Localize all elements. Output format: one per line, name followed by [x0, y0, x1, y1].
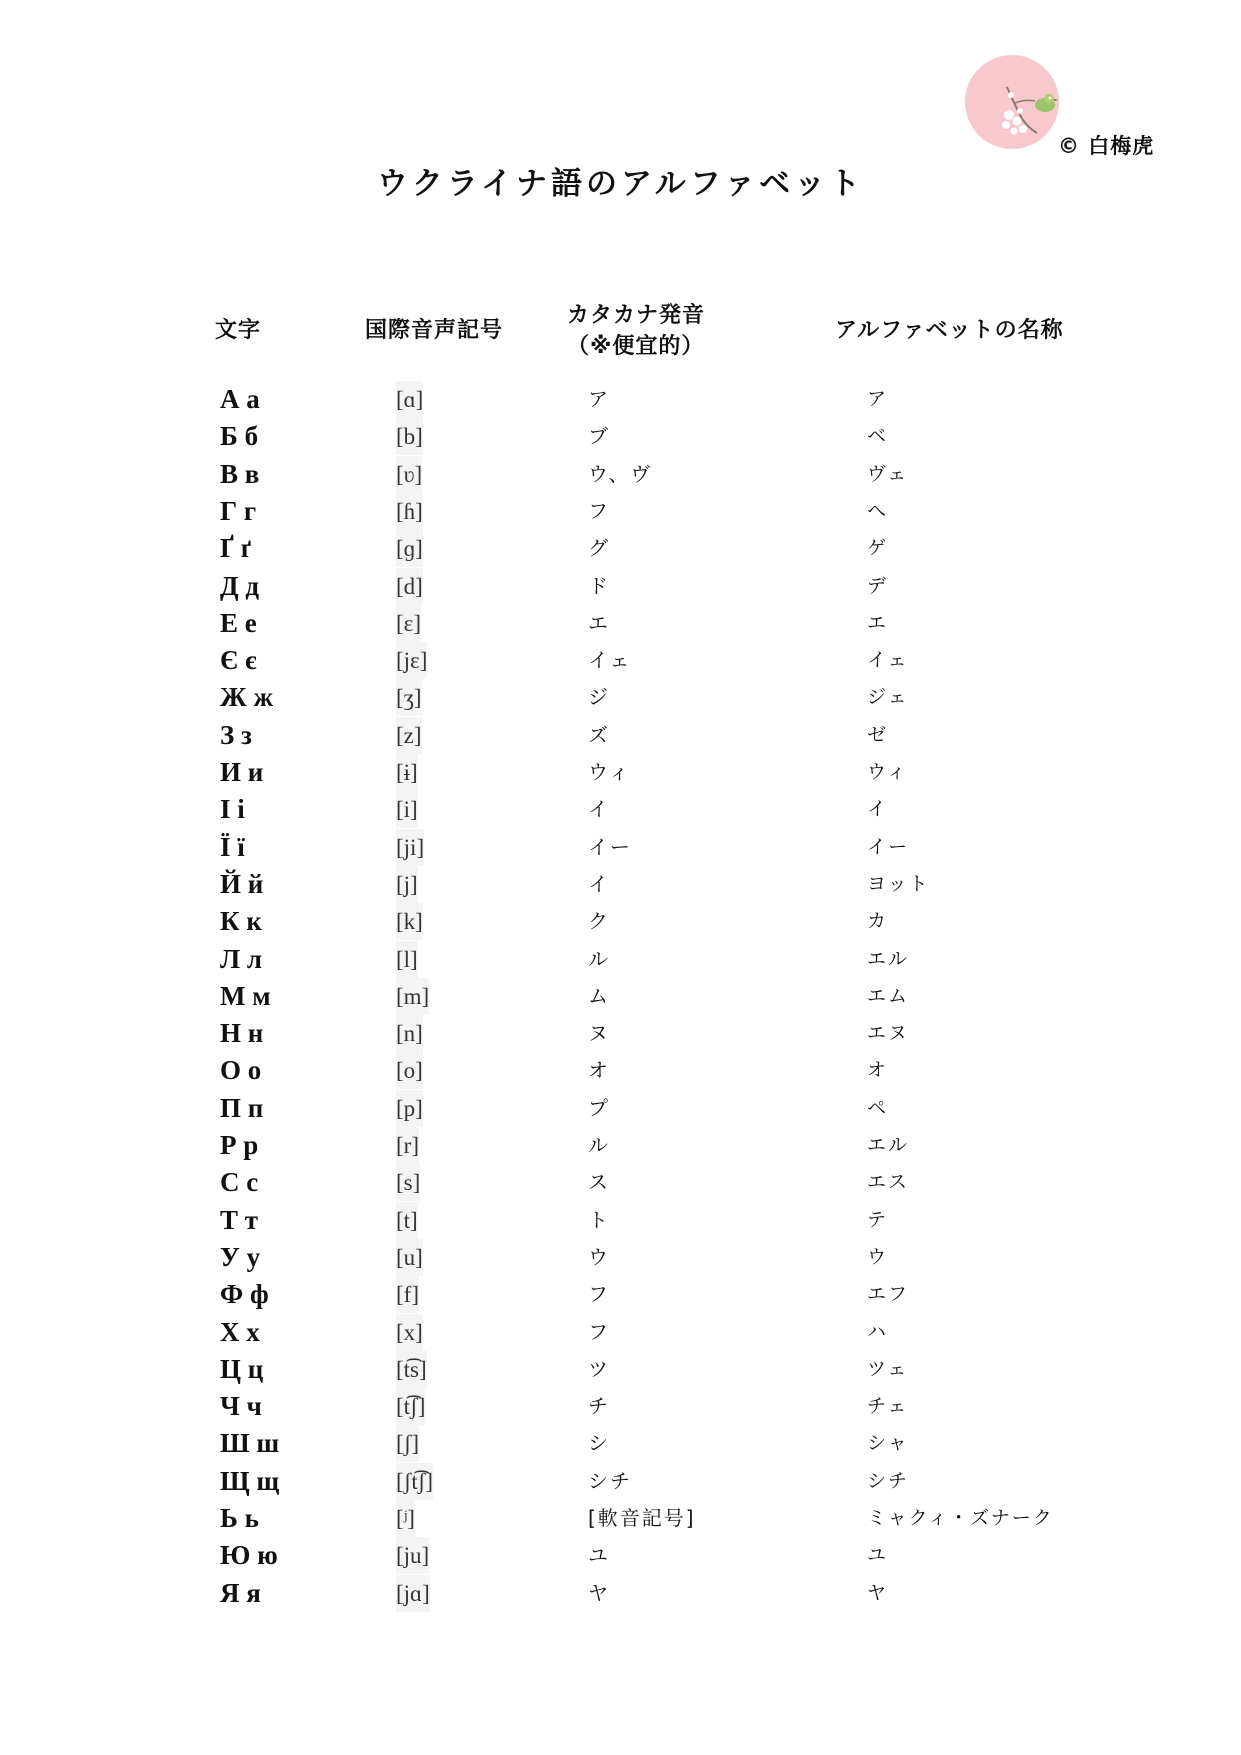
row-letter: Д д [220, 570, 259, 601]
row-letter: О о [220, 1055, 262, 1086]
table-row [0, 829, 1241, 866]
row-letter-name: ア [867, 388, 889, 410]
table-row [0, 1351, 1241, 1388]
row-katakana: ス [588, 1170, 610, 1195]
table-row [0, 381, 1241, 418]
row-katakana: ク [588, 909, 610, 934]
row-katakana: ウ [588, 1244, 610, 1269]
table-row [0, 791, 1241, 828]
row-letter-name: ミャクィ・ズナーク [867, 1507, 1054, 1529]
row-katakana: [軟音記号] [588, 1506, 696, 1530]
row-ipa: [o] [396, 1052, 423, 1089]
row-ipa: [s] [396, 1164, 420, 1201]
row-letter: Е е [220, 607, 257, 638]
row-letter-name: ベ [867, 425, 889, 448]
row-katakana: ユ [588, 1543, 610, 1568]
row-ipa: [n] [396, 1015, 423, 1052]
table-row [0, 642, 1241, 679]
row-letter: Й й [220, 868, 264, 899]
table-row [0, 1015, 1241, 1052]
row-ipa: [ju] [396, 1537, 429, 1574]
row-letter-name: ハ [867, 1320, 889, 1343]
row-letter: З з [220, 719, 252, 750]
row-katakana: ウ、ヴ [588, 461, 653, 486]
row-letter: Є є [220, 645, 257, 676]
row-letter-name: エム [867, 984, 910, 1007]
table-row [0, 978, 1241, 1015]
row-letter: Б б [220, 421, 259, 452]
header-letter-name: アルファベットの名称 [835, 318, 1064, 343]
row-ipa: [jɛ] [396, 642, 427, 679]
table-row [0, 1090, 1241, 1127]
row-ipa: [ɑ] [396, 381, 423, 418]
table-row [0, 530, 1241, 567]
row-letter-name: ペ [867, 1096, 889, 1119]
row-katakana: ア [588, 387, 610, 411]
row-letter-name: ヴェ [867, 462, 909, 485]
row-letter-name: エス [867, 1171, 910, 1194]
row-katakana: フ [588, 1282, 610, 1307]
row-ipa: [ʒ] [396, 679, 422, 716]
row-letter-name: オ [867, 1059, 889, 1082]
table-row [0, 1425, 1241, 1462]
row-letter: Ь ь [220, 1503, 259, 1533]
table-row [0, 1314, 1241, 1351]
row-letter: В в [220, 458, 260, 489]
row-ipa: [d] [396, 568, 423, 605]
row-katakana: イ [588, 871, 610, 896]
row-letter-name: ヨット [867, 872, 930, 895]
row-letter-name: イ [867, 798, 889, 821]
row-letter-name: シャ [867, 1432, 909, 1455]
row-ipa: [r] [396, 1127, 419, 1164]
row-ipa: [ɡ] [396, 530, 423, 567]
row-ipa: [ʃ] [396, 1425, 419, 1462]
row-letter: Ґ ґ [220, 533, 252, 564]
row-katakana: エ [588, 610, 610, 635]
row-letter-name: ツェ [867, 1357, 909, 1380]
row-katakana: ツ [588, 1356, 610, 1381]
row-ipa: [j] [396, 866, 418, 903]
page-title: ウクライナ語のアルファベット [376, 166, 865, 202]
row-letter: К к [220, 906, 262, 937]
row-ipa: [k] [396, 903, 423, 940]
row-katakana: イ [588, 797, 610, 822]
row-katakana: イェ [588, 648, 632, 673]
table-row [0, 1500, 1241, 1537]
row-katakana: ズ [588, 722, 610, 747]
row-letter: А а [220, 384, 260, 414]
table-row [0, 1164, 1241, 1201]
table-row [0, 568, 1241, 605]
row-letter: Ш ш [220, 1428, 280, 1459]
row-ipa: [ɨ] [396, 754, 418, 791]
table-row [0, 1388, 1241, 1425]
row-katakana: チ [588, 1394, 610, 1419]
row-letter: Ф ф [220, 1279, 269, 1310]
table-row [0, 1276, 1241, 1313]
table-row [0, 456, 1241, 493]
row-katakana: イー [588, 834, 632, 859]
header-katakana-line1: カタカナ発音 [567, 303, 706, 328]
row-katakana: ル [588, 1133, 610, 1157]
row-letter: Г г [220, 495, 257, 526]
table-row [0, 418, 1241, 455]
row-ipa: [x] [396, 1314, 423, 1351]
row-ipa: [l] [396, 941, 418, 978]
table-row [0, 903, 1241, 940]
row-letter-name: エ [867, 611, 889, 634]
row-katakana: ム [588, 983, 610, 1008]
row-letter: Ч ч [220, 1391, 262, 1422]
row-letter: Н н [220, 1018, 264, 1049]
row-letter: Ц ц [220, 1353, 264, 1384]
row-ipa: [p] [396, 1090, 423, 1127]
row-letter-name: デ [867, 574, 889, 597]
row-ipa: [i] [396, 791, 418, 828]
row-letter-name: イェ [867, 649, 909, 672]
row-ipa: [ʃt͡ʃ] [396, 1463, 433, 1500]
row-letter-name: ゼ [867, 723, 889, 746]
row-letter: Т т [220, 1204, 259, 1235]
row-ipa: [f] [396, 1276, 419, 1313]
row-ipa: [ʲ] [396, 1500, 415, 1537]
row-letter: И и [220, 757, 264, 787]
row-letter-name: ユ [867, 1544, 889, 1567]
row-katakana: ヤ [588, 1580, 610, 1605]
header-letter: 文字 [215, 318, 262, 343]
row-letter-name: エル [867, 1134, 910, 1156]
header-katakana-line2: （※便宜的） [567, 334, 705, 359]
table-row [0, 1575, 1241, 1612]
table-row [0, 754, 1241, 791]
table-row [0, 1463, 1241, 1500]
table-row [0, 866, 1241, 903]
row-ipa: [ji] [396, 829, 424, 866]
header-ipa: 国際音声記号 [365, 318, 504, 343]
header-katakana [567, 300, 705, 362]
row-letter: Ю ю [220, 1540, 278, 1571]
row-katakana: ブ [588, 424, 610, 449]
table-row [0, 717, 1241, 754]
row-letter-name: エル [867, 947, 910, 970]
row-ipa: [ɦ] [396, 493, 423, 530]
row-katakana: ヌ [588, 1021, 610, 1046]
row-katakana: ト [588, 1207, 610, 1232]
table-row [0, 1537, 1241, 1574]
row-letter: П п [220, 1092, 264, 1123]
row-katakana: シチ [588, 1468, 632, 1493]
row-letter-name: シチ [867, 1469, 910, 1492]
row-katakana: フ [588, 1319, 610, 1344]
row-letter: Х х [220, 1316, 260, 1347]
row-ipa: [z] [396, 717, 422, 754]
row-letter: С с [220, 1167, 259, 1198]
row-letter: Щ щ [220, 1465, 280, 1496]
row-katakana: ウィ [588, 760, 631, 784]
row-katakana: フ [588, 498, 610, 523]
table-row [0, 1052, 1241, 1089]
row-letter-name: へ [867, 499, 889, 522]
row-letter-name: イー [867, 835, 910, 858]
row-ipa: [b] [396, 418, 423, 455]
row-katakana: グ [588, 536, 610, 561]
table-row [0, 1202, 1241, 1239]
table-row [0, 679, 1241, 716]
row-letter-name: カ [867, 910, 889, 933]
table-row [0, 605, 1241, 642]
row-katakana: プ [588, 1095, 610, 1120]
row-letter-name: ウ [867, 1245, 889, 1268]
row-letter: Р р [220, 1130, 259, 1160]
row-ipa: [ɛ] [396, 605, 421, 642]
row-katakana: ル [588, 946, 610, 971]
row-letter-name: ゲ [867, 537, 889, 560]
row-katakana: ド [588, 573, 610, 598]
table-row [0, 941, 1241, 978]
plum-blossom-bird-logo [965, 55, 1059, 149]
row-letter-name: チェ [867, 1395, 909, 1418]
copyright-notice: © 白梅虎 [1058, 134, 1155, 158]
row-letter-name: ジェ [867, 686, 909, 709]
row-katakana: ジ [588, 685, 610, 710]
row-ipa: [t͡ʃ] [396, 1388, 425, 1425]
row-letter-name: エフ [867, 1283, 910, 1306]
row-letter: У у [220, 1241, 261, 1272]
row-ipa: [t] [396, 1202, 418, 1239]
row-letter: М м [220, 980, 271, 1011]
row-ipa: [u] [396, 1239, 423, 1276]
table-row [0, 1127, 1241, 1164]
row-letter: І і [220, 794, 245, 825]
row-letter: Л л [220, 943, 263, 974]
row-ipa: [ʋ] [396, 456, 422, 493]
row-letter: Ж ж [220, 682, 274, 713]
row-letter: Ї ї [220, 831, 245, 862]
row-letter-name: エヌ [867, 1022, 910, 1045]
table-row [0, 493, 1241, 530]
row-letter-name: ヤ [867, 1581, 889, 1604]
row-letter-name: ウィ [867, 761, 908, 783]
row-ipa: [t͡s] [396, 1351, 427, 1388]
row-letter-name: テ [867, 1208, 889, 1231]
row-katakana: オ [588, 1058, 610, 1083]
row-katakana: シ [588, 1431, 610, 1456]
table-row [0, 1239, 1241, 1276]
row-ipa: [m] [396, 978, 429, 1015]
row-letter: Я я [220, 1577, 261, 1608]
row-ipa: [jɑ] [396, 1575, 430, 1612]
